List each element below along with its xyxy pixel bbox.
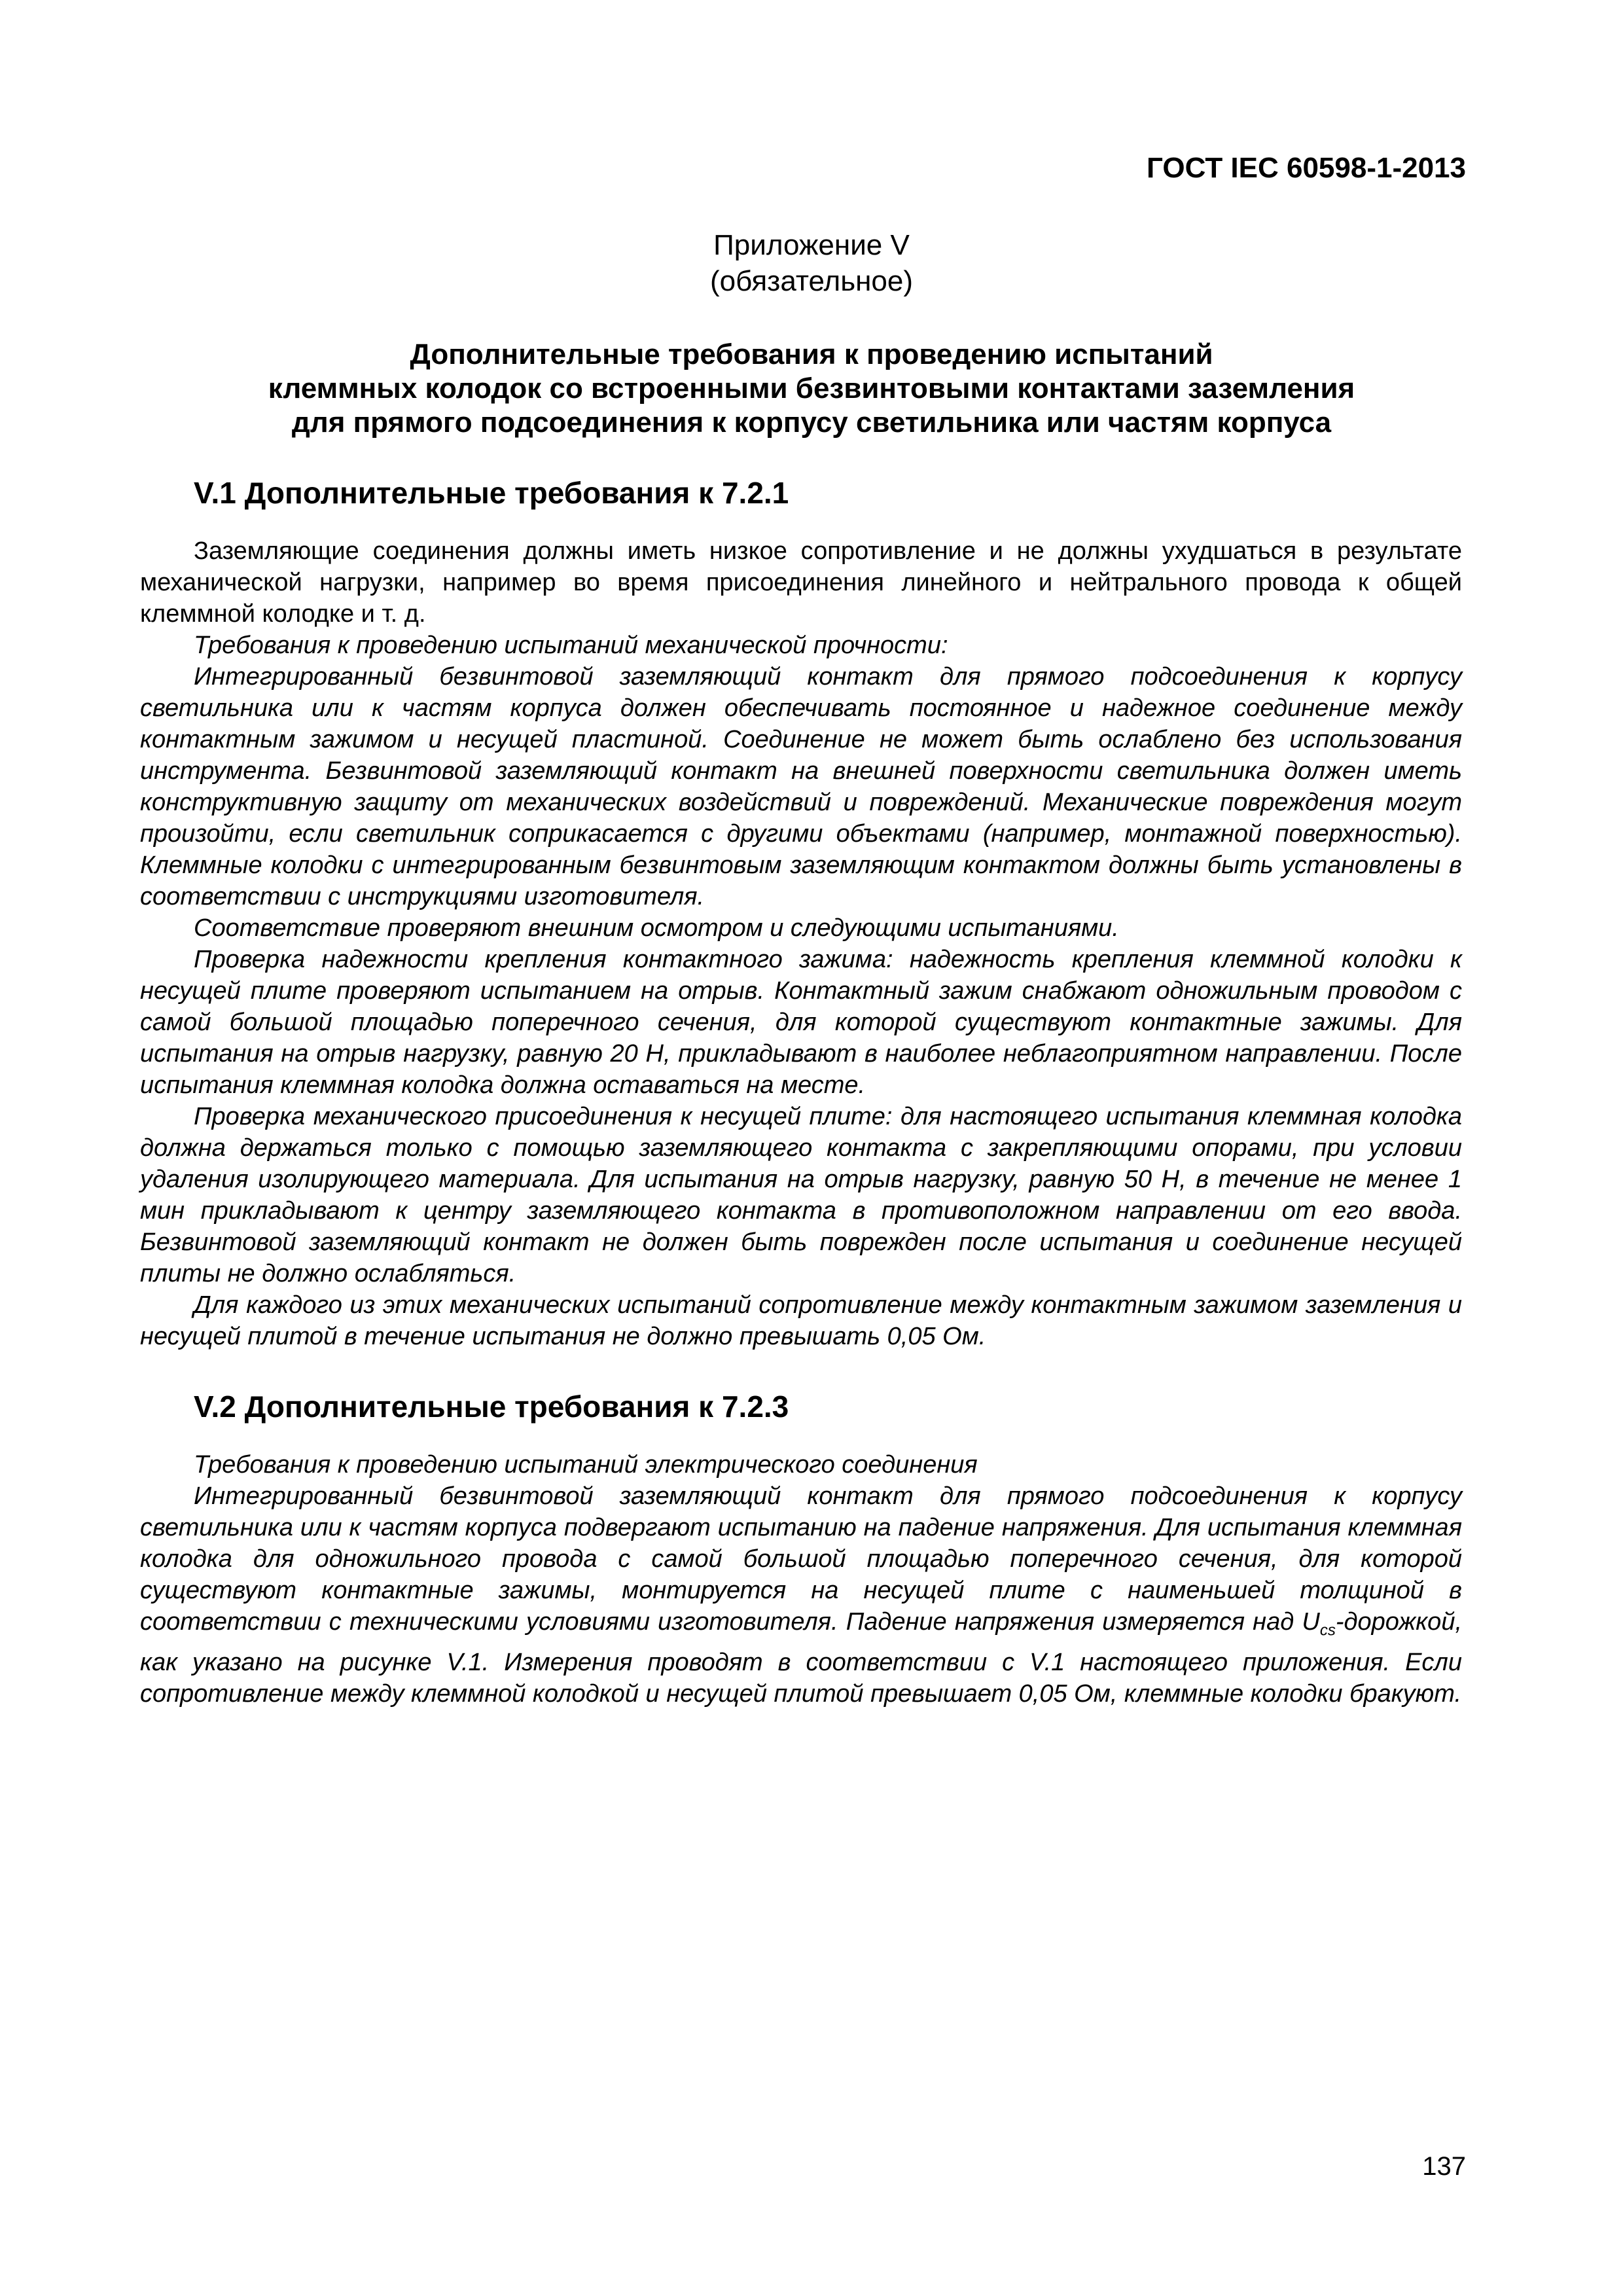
main-title-line: Дополнительные требования к проведению испытаний — [410, 338, 1213, 370]
paragraph: Соответствие проверяют внешним осмотром и следующими испытаниями. — [194, 914, 1119, 942]
main-title-line: для прямого подсоединения к корпусу светильника или частям корпуса — [291, 406, 1332, 439]
paragraph-text: Интегрированный безвинтовой заземляющий контакт для прямого подсоединения к корпусу светильника или к частям корпуса подвергают испытанию на падение напряжения. Для испытания клеммная колодка для одножильного провода с самой большой площадью поперечного сечения, для которой существуют контактные зажимы, монтируется на несущей плите с наименьшей толщиной в соответствии с техническими условиями изготовителя. Падение напряжения измеряется над — [140, 1482, 1462, 1636]
annex-main-title — [0, 338, 1623, 440]
paragraph: Проверка надежности крепления контактного зажима: надежность крепления клеммной колодки к несущей плите проверяют испытанием на отрыв. Контактный зажим снабжают одножильным проводом с самой большой площадью поперечного сечения, для которой существуют контактные зажимы. Для испытания на отрыв нагрузку, равную 20 Н, прикладывают в наиболее неблагоприятном направлении. После испытания клеммная колодка должна оставаться на месте. — [140, 946, 1462, 1099]
paragraph — [140, 1480, 1462, 1710]
paragraph: Требования к проведению испытаний электрического соединения — [194, 1451, 978, 1479]
paragraph: Проверка механического присоединения к несущей плите: для настоящего испытания клеммная колодка должна держаться только с помощью заземляющего контакта с закрепляющими опорами, при условии удаления изолирующего материала. Для испытания на отрыв нагрузку, равную 50 Н, в течение не менее 1 мин прикладывают к центру заземляющего контакта в противоположном направлении от его ввода. Безвинтовой заземляющий контакт не должен быть поврежден после испытания и соединение несущей плиты не должно ослабляться. — [140, 1103, 1462, 1287]
paragraph: Требования к проведению испытаний механической прочности: — [194, 632, 948, 659]
section-v2-body — [140, 1449, 1462, 1710]
page-number: 137 — [1422, 2152, 1466, 2181]
paragraph: Интегрированный безвинтовой заземляющий контакт для прямого подсоединения к корпусу светильника или к частям корпуса должен обеспечивать постоянное и надежное соединение между контактным зажимом и несущей пластиной. Соединение не может быть ослаблено без использования инструмента. Безвинтовой заземляющий контакт на внешней поверхности светильника должен иметь конструктивную защиту от механических воздействий и повреждений. Механические повреждения могут произойти, если светильник соприкасается с другими объектами (например, монтажной поверхностью). Клеммные колодки с интегрированным безвинтовым заземляющим контактом должны быть установлены в соответствии с инструкциями изготовителя. — [140, 663, 1462, 910]
main-title-line: клеммных колодок со встроенными безвинтовыми контактами заземления — [268, 372, 1355, 404]
symbol-u-cs: $U_{cs}$ — [1302, 1608, 1336, 1640]
section-v1-heading: V.1 Дополнительные требования к 7.2.1 — [194, 476, 789, 510]
section-v2-heading: V.2 Дополнительные требования к 7.2.3 — [194, 1390, 789, 1424]
paragraph: Для каждого из этих механических испытаний сопротивление между контактным зажимом заземления и несущей плитой в течение испытания не должно превышать 0,05 Ом. — [140, 1291, 1462, 1350]
annex-title: Приложение V — [713, 229, 910, 261]
paragraph-text-tail: -дорожкой, как указано на рисунке V.1. Измерения проводят в соответствии с V.1 настоящего приложения. Если сопротивление между клеммной колодкой и несущей плитой превышает 0,05 Ом, клеммные колодки бракуют. — [140, 1608, 1463, 1708]
paragraph: Заземляющие соединения должны иметь низкое сопротивление и не должны ухудшаться в результате механической нагрузки, например во время присоединения линейного и нейтрального провода к общей клеммной колодке и т. д. — [140, 537, 1462, 628]
annex-status: (обязательное) — [709, 265, 914, 297]
section-v1-body — [140, 535, 1462, 1352]
document-code: ГОСТ IEC 60598-1-2013 — [1147, 152, 1466, 184]
